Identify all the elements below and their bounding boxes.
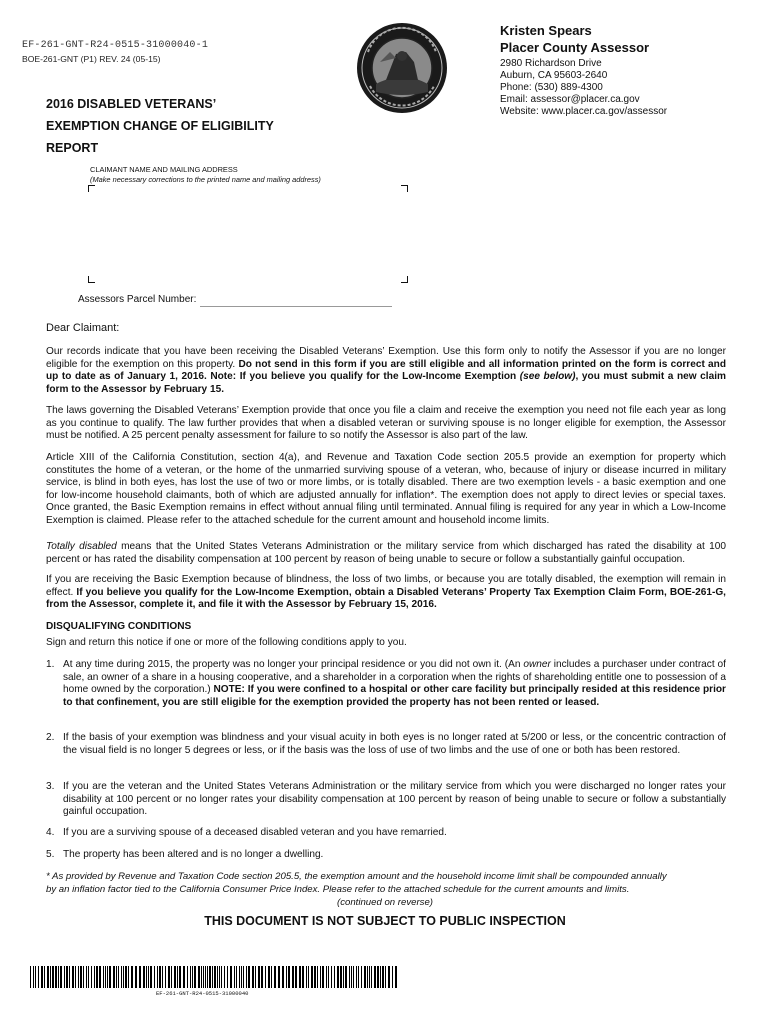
barcode-bar (299, 966, 301, 988)
barcode-bar (105, 966, 106, 988)
corner-mark (88, 185, 95, 192)
barcode-bar (157, 966, 158, 988)
barcode-bar (203, 966, 204, 988)
condition-text-b: includes a purchaser under contract of sale, an owner of a share in a housing cooperative, and a shareholder in a corporation when the rights of shareholding entitle one to possession of a home owned by the corporation.) (63, 659, 726, 696)
barcode-bar (78, 966, 79, 988)
barcode-bar (55, 966, 57, 988)
barcode-bar (143, 966, 145, 988)
paragraph-laws: The laws governing the Disabled Veterans’ Exemption provide that once you file a claim and receive the exemption you need not file each year as long as you continue to qualify. The law further provides that when a disabled veteran or surviving spouse is no longer eligible for exemption, the Assessor must be notified. A 25 percent penalty assessment for failure to so notify the Assessor is also part of the law. (46, 405, 726, 442)
barcode-bar (118, 966, 119, 988)
barcode-bar (227, 966, 228, 988)
form-title-line1: 2016 DISABLED VETERANS’ (46, 97, 217, 111)
p1-bold: Do not send in this form if you are still eligible and all information printed on the form is correct and up to date as of January 1, 2016. Note: If you believe you qualify for the Low-Income Exemption (46, 358, 726, 383)
barcode-bar (340, 966, 342, 988)
condition-number: 2. (46, 732, 55, 743)
assessor-name: Kristen Spears (500, 23, 592, 38)
barcode-bar (44, 966, 45, 988)
condition-text: If you are the veteran and the United States Veterans Administration or the military service from which you were discharged no longer rates your disability at 100 percent or no longer rates your disability compensation at 100 percent by reason of being unable to secure or follow a substantially gainful occupation. (63, 781, 726, 818)
assessor-office: Placer County Assessor (500, 40, 650, 55)
barcode-bar (295, 966, 297, 988)
parcel-number-field[interactable] (200, 294, 392, 307)
barcode-bar (241, 966, 242, 988)
barcode-bar (165, 966, 166, 988)
barcode-bar (395, 966, 397, 988)
barcode-bar (314, 966, 316, 988)
barcode-bar (322, 966, 324, 988)
barcode-bar (239, 966, 240, 988)
barcode-bar (75, 966, 76, 988)
salutation: Dear Claimant: (46, 322, 120, 334)
corner-mark (401, 276, 408, 283)
barcode-bar (351, 966, 352, 988)
barcode-bar (286, 966, 287, 988)
barcode-bar (52, 966, 54, 988)
barcode-bar (123, 966, 124, 988)
barcode-bar (308, 966, 309, 988)
continued-on-reverse: (continued on reverse) (337, 897, 433, 908)
p5-bold: If you believe you qualify for the Low-Income Exemption, obtain a Disabled Veterans’ Property Tax Exemption Claim Form, BOE-261-G, from the Assessor, complete it, and file it with the Assessor by February 15, 2016. (46, 586, 726, 611)
barcode-bar (64, 966, 65, 988)
barcode-bar (385, 966, 386, 988)
barcode-bar (380, 966, 381, 988)
footnote-line1: * As provided by Revenue and Taxation Code section 205.5, the exemption amount and the household income limit shall be compounded annually (46, 871, 667, 882)
barcode-bar (121, 966, 122, 988)
barcode-bar (255, 966, 256, 988)
barcode-bar (358, 966, 359, 988)
barcode-bar (311, 966, 313, 988)
claimant-address-area[interactable] (88, 185, 408, 283)
paragraph-article: Article XIII of the California Constitution, section 4(a), and Revenue and Taxation Code section 205.5 provide an exemption for property which constitutes the home of a veteran, or the home of the unmarried surviving spouse of a veteran, who, because of injury or disease incurred in military service, is blind in both eyes, has lost the use of two or more limbs, or is totally disabled. There are two exemption levels - a basic exemption and one for low-income household claimants, both of which are adjusted annually for inflation*. The exemption does not apply to direct levies or special taxes. Once granted, the Basic Exemption remains in effect without annual filing until terminated. Annual filing is required for any year in which a Low-Income Exemption is claimed. Please refer to the attached schedule for the current amount and household income limits. (46, 452, 726, 526)
barcode-bar (201, 966, 202, 988)
barcode-bar (116, 966, 117, 988)
barcode-icon (30, 966, 398, 988)
assessor-email: Email: assessor@placer.ca.gov (500, 94, 640, 105)
barcode-bar (192, 966, 193, 988)
condition-number: 1. (46, 659, 55, 670)
barcode-bar (377, 966, 379, 988)
paragraph-basic-exemption (46, 574, 726, 612)
barcode-bar (88, 966, 89, 988)
barcode-bar (47, 966, 49, 988)
barcode-bar (271, 966, 272, 988)
barcode-bar (292, 966, 294, 988)
disqualifying-intro: Sign and return this notice if one or more of the following conditions apply to you. (46, 637, 407, 648)
barcode-bar (113, 966, 115, 988)
p4-text: means that the United States Veterans Administration or the military service from which discharged has rated the disability at 100 percent or has rated the disability compensation at 100 percent by reason of being unable to secure or follow a substantially gainful occupation. (46, 541, 726, 565)
barcode-bar (205, 966, 206, 988)
barcode-bar (230, 966, 232, 988)
assessor-website: Website: www.placer.ca.gov/assessor (500, 106, 668, 117)
paragraph-records (46, 346, 726, 396)
barcode-bar (392, 966, 393, 988)
barcode-bar (135, 966, 137, 988)
barcode-bar (99, 966, 101, 988)
barcode-bar (367, 966, 368, 988)
assessor-phone: Phone: (530) 889-4300 (500, 82, 603, 93)
parcel-number-label: Assessors Parcel Number: (78, 294, 197, 305)
assessor-address1: 2980 Richardson Drive (500, 58, 602, 69)
barcode-bar (320, 966, 321, 988)
barcode-bar (382, 966, 384, 988)
condition-text: If you are a surviving spouse of a deceased disabled veteran and you have remarried. (63, 827, 447, 838)
condition-note: NOTE: If you were confined to a hospital or other care facility but principally resided at this residence prior to that confinement, you are still eligible for the exemption provided the property has not been rented or leased. (63, 684, 726, 708)
barcode-bar (261, 966, 263, 988)
barcode-bar (190, 966, 191, 988)
form-id: EF-261-GNT-R24-0515-31000040-1 (22, 40, 209, 51)
barcode-bar (252, 966, 254, 988)
barcode-bar (91, 966, 92, 988)
condition-number: 4. (46, 827, 55, 838)
corner-mark (88, 276, 95, 283)
barcode-bar (128, 966, 129, 988)
barcode-bar (364, 966, 366, 988)
barcode-bar (274, 966, 276, 988)
barcode-bar (345, 966, 347, 988)
barcode-bar (50, 966, 51, 988)
claimant-note: (Make necessary corrections to the printed name and mailing address) (90, 175, 321, 184)
barcode-bar (194, 966, 196, 988)
barcode-bar (125, 966, 127, 988)
condition-text: The property has been altered and is no longer a dwelling. (63, 849, 324, 860)
barcode-bar (369, 966, 370, 988)
barcode-bar (30, 966, 31, 988)
barcode-bar (94, 966, 95, 988)
barcode-bar (198, 966, 200, 988)
barcode-bar (219, 966, 220, 988)
barcode-bar (258, 966, 260, 988)
p1-see-below: (see below) (519, 371, 576, 383)
assessor-address2: Auburn, CA 95603-2640 (500, 70, 608, 81)
barcode-bar (288, 966, 290, 988)
barcode-bar (159, 966, 161, 988)
barcode-bar (66, 966, 68, 988)
barcode-bar (58, 966, 59, 988)
barcode-bar (107, 966, 108, 988)
footnote-line2: by an inflation factor tied to the California Consumer Price Index. Please refer to the attached schedule for the current amounts and limits. (46, 884, 630, 895)
county-seal-icon (356, 22, 448, 114)
barcode-bar (209, 966, 211, 988)
barcode-bar (103, 966, 104, 988)
barcode-bar (183, 966, 185, 988)
barcode-bar (35, 966, 36, 988)
barcode-bar (334, 966, 335, 988)
barcode-bar (38, 966, 39, 988)
barcode-bar (268, 966, 270, 988)
barcode-bar (212, 966, 213, 988)
barcode-bar (248, 966, 250, 988)
barcode-bar (302, 966, 304, 988)
barcode-bar (83, 966, 84, 988)
barcode-bar (146, 966, 147, 988)
condition-text (63, 659, 726, 709)
barcode-bar (60, 966, 62, 988)
barcode-bar (361, 966, 362, 988)
barcode-bar (131, 966, 133, 988)
barcode-bar (177, 966, 178, 988)
p5-text: If you are receiving the Basic Exemption because of blindness, the loss of two limbs, or because you are totally disabled, the exemption will remain in effect. (46, 574, 726, 598)
barcode-bar (214, 966, 216, 988)
barcode-bar (278, 966, 280, 988)
barcode-bar (349, 966, 350, 988)
barcode-bar (234, 966, 235, 988)
barcode-bar (306, 966, 307, 988)
barcode-bar (33, 966, 34, 988)
barcode-bar (356, 966, 357, 988)
paragraph-totally-disabled (46, 541, 726, 566)
barcode-bar (41, 966, 43, 988)
condition-number: 5. (46, 849, 55, 860)
barcode-bar (282, 966, 284, 988)
condition-text-a: At any time during 2015, the property was no longer your principal residence or you did not own it. (An (63, 659, 521, 670)
public-inspection-notice: THIS DOCUMENT IS NOT SUBJECT TO PUBLIC INSPECTION (204, 914, 566, 928)
barcode-bar (187, 966, 188, 988)
p1-bold-end: , you must submit a new claim form to the Assessor by February 15. (46, 371, 726, 395)
barcode-bar (331, 966, 332, 988)
barcode-bar (217, 966, 218, 988)
condition-number: 3. (46, 781, 55, 792)
barcode-bar (174, 966, 176, 988)
barcode-bar (179, 966, 181, 988)
form-title-line2: EXEMPTION CHANGE OF ELIGIBILITY (46, 119, 274, 133)
p4-term: Totally disabled (46, 541, 117, 552)
condition-text-owner: owner (523, 659, 551, 670)
barcode-bar (328, 966, 329, 988)
barcode-bar (343, 966, 344, 988)
barcode-bar (154, 966, 155, 988)
barcode-bar (317, 966, 318, 988)
barcode-bar (86, 966, 87, 988)
condition-text: If the basis of your exemption was blindness and your visual acuity in both eyes is no longer rated at 5/200 or less, or the concentric contraction of the visual field is no longer 5 degrees or less, or if the basis was the loss of use of two limbs and the use of one or both has been restored. (63, 732, 726, 756)
barcode-bar (80, 966, 82, 988)
barcode-bar (243, 966, 244, 988)
barcode-bar (139, 966, 141, 988)
barcode-bar (168, 966, 170, 988)
barcode-bar (374, 966, 376, 988)
barcode-bar (162, 966, 163, 988)
barcode-caption: EF-261-GNT-R24-0515-31000040 (156, 990, 249, 997)
claimant-label: CLAIMANT NAME AND MAILING ADDRESS (90, 165, 238, 174)
p1-text: Our records indicate that you have been receiving the Disabled Veterans’ Exemption. Use this form only to notify the Assessor if you are no longer eligible for the exemption on this property. (46, 346, 726, 370)
barcode-bar (96, 966, 98, 988)
barcode-bar (236, 966, 237, 988)
barcode-bar (109, 966, 111, 988)
barcode-bar (246, 966, 247, 988)
disqualifying-heading: DISQUALIFYING CONDITIONS (46, 621, 192, 632)
barcode-bar (265, 966, 266, 988)
barcode-bar (72, 966, 74, 988)
barcode-bar (353, 966, 354, 988)
barcode-bar (337, 966, 339, 988)
barcode-bar (171, 966, 172, 988)
corner-mark (401, 185, 408, 192)
barcode-bar (326, 966, 327, 988)
barcode-bar (69, 966, 70, 988)
barcode-bar (148, 966, 149, 988)
form-title-line3: REPORT (46, 141, 99, 155)
form-number: BOE-261-GNT (P1) REV. 24 (05-15) (22, 54, 161, 64)
barcode-bar (207, 966, 208, 988)
barcode-bar (150, 966, 152, 988)
barcode-bar (371, 966, 372, 988)
barcode-bar (388, 966, 390, 988)
barcode-bar (221, 966, 222, 988)
barcode-bar (224, 966, 225, 988)
